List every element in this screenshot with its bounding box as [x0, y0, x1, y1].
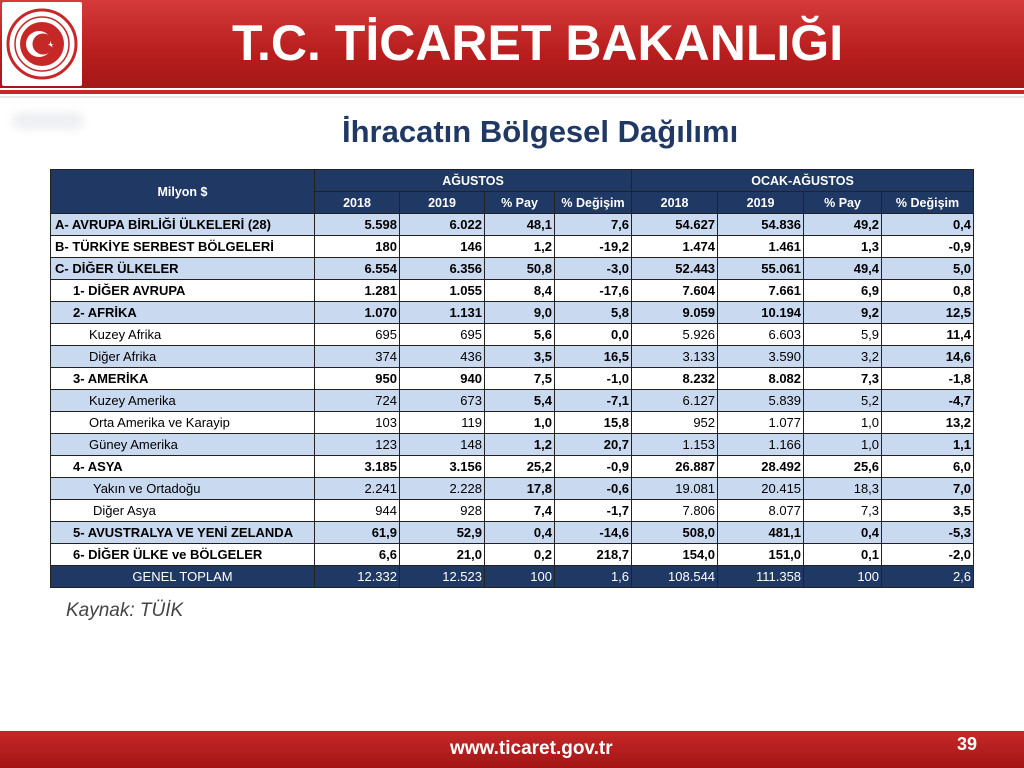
table-cell: 52.443	[632, 258, 718, 280]
table-cell: 1.281	[315, 280, 400, 302]
table-cell: 3.133	[632, 346, 718, 368]
table-cell: 11,4	[882, 324, 974, 346]
column-header: 2018	[632, 192, 718, 214]
table-group-header-row	[51, 170, 974, 192]
column-header: 2019	[718, 192, 804, 214]
table-cell: 5,6	[485, 324, 555, 346]
group-header-ocak-agustos: OCAK-AĞUSTOS	[632, 170, 974, 192]
table-cell: 12.332	[315, 566, 400, 588]
table-cell: 374	[315, 346, 400, 368]
table-cell: 103	[315, 412, 400, 434]
table-row	[51, 522, 974, 544]
table-cell: 50,8	[485, 258, 555, 280]
table-cell: 695	[315, 324, 400, 346]
table-cell: -3,0	[555, 258, 632, 280]
table-row	[51, 258, 974, 280]
table-cell: 7,5	[485, 368, 555, 390]
table-cell: 6,0	[882, 456, 974, 478]
table-cell: -4,7	[882, 390, 974, 412]
table-row	[51, 324, 974, 346]
table-cell: 61,9	[315, 522, 400, 544]
table-row	[51, 368, 974, 390]
table-cell: 2.241	[315, 478, 400, 500]
table-cell: 15,8	[555, 412, 632, 434]
table-cell: 3,5	[882, 500, 974, 522]
table-row	[51, 390, 974, 412]
table-cell: 5,4	[485, 390, 555, 412]
table-cell: 5,0	[882, 258, 974, 280]
table-cell: 508,0	[632, 522, 718, 544]
footer-bar	[0, 731, 1024, 768]
corner-label: Milyon $	[51, 170, 315, 214]
table-cell: 5.839	[718, 390, 804, 412]
row-label: 1- DİĞER AVRUPA	[51, 280, 315, 302]
table-cell: 5,8	[555, 302, 632, 324]
table-cell: -7,1	[555, 390, 632, 412]
table-row	[51, 214, 974, 236]
table-cell: 20.415	[718, 478, 804, 500]
column-header: 2019	[400, 192, 485, 214]
table-cell: 6.603	[718, 324, 804, 346]
table-cell: 940	[400, 368, 485, 390]
table-cell: -1,0	[555, 368, 632, 390]
table-cell: 111.358	[718, 566, 804, 588]
table-cell: 0,2	[485, 544, 555, 566]
table-cell: 16,5	[555, 346, 632, 368]
table-cell: -0,6	[555, 478, 632, 500]
table-cell: 2,6	[882, 566, 974, 588]
row-label: Kuzey Afrika	[51, 324, 315, 346]
table-cell: 49,2	[804, 214, 882, 236]
table-cell: 5.926	[632, 324, 718, 346]
table-cell: 3,5	[485, 346, 555, 368]
table-cell: 1,2	[485, 434, 555, 456]
faded-watermark	[12, 112, 84, 130]
table-cell: 1.166	[718, 434, 804, 456]
table-cell: 146	[400, 236, 485, 258]
table-cell: 1.055	[400, 280, 485, 302]
table-cell: 1.070	[315, 302, 400, 324]
row-label: Diğer Asya	[51, 500, 315, 522]
table-cell: 0,4	[882, 214, 974, 236]
column-header: 2018	[315, 192, 400, 214]
table-cell: 8,4	[485, 280, 555, 302]
table-cell: 8.077	[718, 500, 804, 522]
table-cell: 26.887	[632, 456, 718, 478]
table-cell: 25,2	[485, 456, 555, 478]
row-label: C- DİĞER ÜLKELER	[51, 258, 315, 280]
table-cell: 2.228	[400, 478, 485, 500]
table-cell: 20,7	[555, 434, 632, 456]
table-cell: 0,4	[485, 522, 555, 544]
table-cell: 1,2	[485, 236, 555, 258]
table-cell: 21,0	[400, 544, 485, 566]
table-cell: 481,1	[718, 522, 804, 544]
footer-url[interactable]: www.ticaret.gov.tr	[450, 738, 613, 759]
table-cell: 8.232	[632, 368, 718, 390]
table-cell: 14,6	[882, 346, 974, 368]
source-note: Kaynak: TÜİK	[66, 600, 184, 621]
table-cell: -5,3	[882, 522, 974, 544]
table-cell: 6.127	[632, 390, 718, 412]
table-cell: 1.077	[718, 412, 804, 434]
table-cell: 151,0	[718, 544, 804, 566]
table-cell: 7,3	[804, 500, 882, 522]
group-header-agustos: AĞUSTOS	[315, 170, 632, 192]
table-body	[51, 214, 974, 588]
table-row	[51, 302, 974, 324]
table-cell: 695	[400, 324, 485, 346]
row-label: 5- AVUSTRALYA VE YENİ ZELANDA	[51, 522, 315, 544]
slide-subtitle: İhracatın Bölgesel Dağılımı	[342, 114, 739, 149]
table-row	[51, 478, 974, 500]
table-cell: -17,6	[555, 280, 632, 302]
row-label: 4- ASYA	[51, 456, 315, 478]
table-cell: 3.185	[315, 456, 400, 478]
table-cell: 6.554	[315, 258, 400, 280]
row-label: Yakın ve Ortadoğu	[51, 478, 315, 500]
table-cell: 928	[400, 500, 485, 522]
table-cell: 673	[400, 390, 485, 412]
table-cell: 12.523	[400, 566, 485, 588]
table-cell: 950	[315, 368, 400, 390]
table-cell: 55.061	[718, 258, 804, 280]
table-cell: 7,3	[804, 368, 882, 390]
export-region-table	[50, 169, 974, 588]
table-cell: 19.081	[632, 478, 718, 500]
table-cell: 952	[632, 412, 718, 434]
table-cell: -1,8	[882, 368, 974, 390]
row-label: 2- AFRİKA	[51, 302, 315, 324]
page-number: 39	[957, 734, 978, 754]
table-cell: 6.356	[400, 258, 485, 280]
table-cell: 28.492	[718, 456, 804, 478]
table-cell: 9,0	[485, 302, 555, 324]
table-cell: 1.131	[400, 302, 485, 324]
table-cell: 12,5	[882, 302, 974, 324]
table-cell: 3.156	[400, 456, 485, 478]
table-cell: 5,9	[804, 324, 882, 346]
table-cell: 180	[315, 236, 400, 258]
table-cell: 944	[315, 500, 400, 522]
row-label: A- AVRUPA BİRLİĞİ ÜLKELERİ (28)	[51, 214, 315, 236]
table-cell: 17,8	[485, 478, 555, 500]
table-cell: 7.806	[632, 500, 718, 522]
table-cell: 52,9	[400, 522, 485, 544]
table-row	[51, 412, 974, 434]
column-header: % Değişim	[882, 192, 974, 214]
table-cell: -2,0	[882, 544, 974, 566]
row-label: 3- AMERİKA	[51, 368, 315, 390]
header-divider	[0, 90, 1024, 94]
table-cell: 3,2	[804, 346, 882, 368]
ministry-seal-icon	[6, 8, 78, 80]
table-cell: 5,2	[804, 390, 882, 412]
table-cell: 100	[804, 566, 882, 588]
table-cell: 0,1	[804, 544, 882, 566]
table-row	[51, 434, 974, 456]
table-cell: 7.661	[718, 280, 804, 302]
total-row	[51, 566, 974, 588]
table-cell: 1,3	[804, 236, 882, 258]
table-cell: -19,2	[555, 236, 632, 258]
row-label: GENEL TOPLAM	[51, 566, 315, 588]
table-cell: 54.627	[632, 214, 718, 236]
row-label: Kuzey Amerika	[51, 390, 315, 412]
row-label: 6- DİĞER ÜLKE ve BÖLGELER	[51, 544, 315, 566]
table-cell: 18,3	[804, 478, 882, 500]
column-header: % Değişim	[555, 192, 632, 214]
row-label: Orta Amerika ve Karayip	[51, 412, 315, 434]
table-cell: 8.082	[718, 368, 804, 390]
row-label: Güney Amerika	[51, 434, 315, 456]
table-cell: 1,6	[555, 566, 632, 588]
header-bar	[0, 0, 1024, 88]
table-cell: 5.598	[315, 214, 400, 236]
table-cell: 218,7	[555, 544, 632, 566]
table-cell: 1.153	[632, 434, 718, 456]
page-title: T.C. TİCARET BAKANLIĞI	[232, 15, 844, 71]
table-cell: 154,0	[632, 544, 718, 566]
table-cell: 7.604	[632, 280, 718, 302]
table-row	[51, 500, 974, 522]
table-cell: 1,0	[485, 412, 555, 434]
table-cell: 54.836	[718, 214, 804, 236]
table-cell: 0,4	[804, 522, 882, 544]
table-cell: -0,9	[882, 236, 974, 258]
table-cell: 7,6	[555, 214, 632, 236]
table-cell: 13,2	[882, 412, 974, 434]
table-cell: 9.059	[632, 302, 718, 324]
table-cell: 7,0	[882, 478, 974, 500]
table-cell: 6.022	[400, 214, 485, 236]
table-cell: 100	[485, 566, 555, 588]
table-row	[51, 456, 974, 478]
table-cell: 6,9	[804, 280, 882, 302]
table-cell: -0,9	[555, 456, 632, 478]
table-cell: 6,6	[315, 544, 400, 566]
table-cell: 25,6	[804, 456, 882, 478]
row-label: B- TÜRKİYE SERBEST BÖLGELERİ	[51, 236, 315, 258]
table-cell: 1.461	[718, 236, 804, 258]
table-row	[51, 346, 974, 368]
table-cell: 9,2	[804, 302, 882, 324]
table-cell: 49,4	[804, 258, 882, 280]
table-cell: -1,7	[555, 500, 632, 522]
table-cell: 0,8	[882, 280, 974, 302]
column-header: % Pay	[804, 192, 882, 214]
table-cell: 1,1	[882, 434, 974, 456]
table-cell: 0,0	[555, 324, 632, 346]
table-cell: 7,4	[485, 500, 555, 522]
table-cell: 123	[315, 434, 400, 456]
ministry-logo	[2, 2, 82, 86]
table-cell: 10.194	[718, 302, 804, 324]
table-row	[51, 544, 974, 566]
table-row	[51, 236, 974, 258]
table-cell: 1.474	[632, 236, 718, 258]
table-cell: 108.544	[632, 566, 718, 588]
table-cell: 436	[400, 346, 485, 368]
table-cell: 1,0	[804, 434, 882, 456]
table-cell: 48,1	[485, 214, 555, 236]
table-cell: 1,0	[804, 412, 882, 434]
table-cell: -14,6	[555, 522, 632, 544]
table-cell: 3.590	[718, 346, 804, 368]
header-divider-light	[0, 96, 1024, 98]
column-header: % Pay	[485, 192, 555, 214]
table-cell: 119	[400, 412, 485, 434]
table-cell: 148	[400, 434, 485, 456]
table-cell: 724	[315, 390, 400, 412]
row-label: Diğer Afrika	[51, 346, 315, 368]
table-row	[51, 280, 974, 302]
